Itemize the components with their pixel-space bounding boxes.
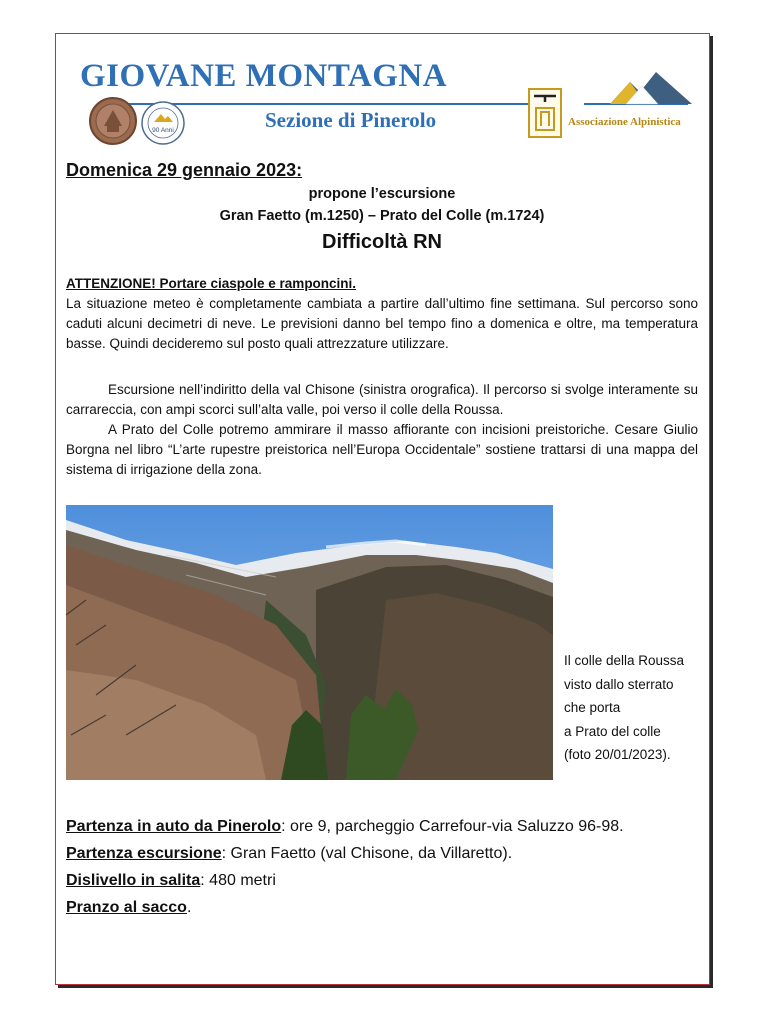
- valley-photo: [66, 505, 553, 780]
- detail-label: Dislivello in salita: [66, 872, 201, 889]
- organization-title: GIOVANE MONTAGNA: [80, 58, 448, 94]
- elevation-gain-line: [66, 872, 276, 890]
- club-logo-icon: [528, 88, 562, 138]
- caption-line: che porta: [564, 700, 621, 715]
- mountain-logo-icon: [606, 68, 694, 106]
- caption-line: a Prato del colle: [564, 723, 661, 739]
- event-difficulty: Difficoltà RN: [322, 231, 442, 253]
- caption-line: (foto 20/01/2023).: [564, 747, 671, 762]
- event-proposal: propone l’escursione: [308, 186, 456, 202]
- association-name: Associazione Alpinistica: [568, 116, 681, 128]
- route-paragraph: Escursione nell’indiritto della val Chisone (sinistra orografica). Il percorso si svolge interamente su carrareccia, con ampi scorci sull’alta valle, poi verso il colle della Roussa.: [66, 382, 698, 417]
- section-name: Sezione di Pinerolo: [265, 108, 437, 132]
- caption-line: Il colle della Roussa: [564, 653, 685, 668]
- detail-value: : Gran Faetto (val Chisone, da Villaretto).: [221, 845, 513, 862]
- detail-value: : 480 metri: [200, 872, 276, 889]
- anniversary-label: 90 Anni: [152, 127, 174, 134]
- departure-hike-line: [66, 845, 512, 863]
- bronze-medal-icon: [88, 96, 138, 146]
- detail-label: Partenza in auto da Pinerolo: [66, 818, 282, 835]
- anniversary-badge-icon: [134, 100, 192, 146]
- detail-value: .: [186, 899, 192, 916]
- warning-title: ATTENZIONE! Portare ciaspole e ramponcini.: [66, 276, 357, 291]
- prato-paragraph: [66, 420, 698, 480]
- departure-car-line: [66, 818, 624, 836]
- prato-paragraph-text: A Prato del Colle potremo ammirare il masso affiorante con incisioni preistoriche. Cesare Giulio Borgna nel libro “L’arte rupestre preistorica nell’Europa Occidentale” sostiene trattarsi di una mappa del sistema di irrigazione della zona.: [66, 422, 698, 477]
- lunch-line: [66, 899, 191, 917]
- detail-label: Partenza escursione: [66, 845, 222, 862]
- event-date: Domenica 29 gennaio 2023:: [66, 160, 303, 180]
- detail-value: : ore 9, parcheggio Carrefour-via Saluzzo 96-98.: [281, 818, 624, 835]
- event-route: Gran Faetto (m.1250) – Prato del Colle (m.1724): [219, 208, 545, 224]
- photo-caption: [564, 649, 704, 767]
- detail-label: Pranzo al sacco: [66, 899, 187, 916]
- weather-paragraph: La situazione meteo è completamente cambiata a partire dall’ultimo fine settimana. Sul percorso sono caduti alcuni decimetri di neve. Le previsioni danno bel tempo fino a domenica e oltre, ma temperatura basse. Quindi decideremo sul posto quali attrezzature utilizzare.: [66, 296, 698, 351]
- caption-line: visto dallo sterrato: [564, 676, 674, 692]
